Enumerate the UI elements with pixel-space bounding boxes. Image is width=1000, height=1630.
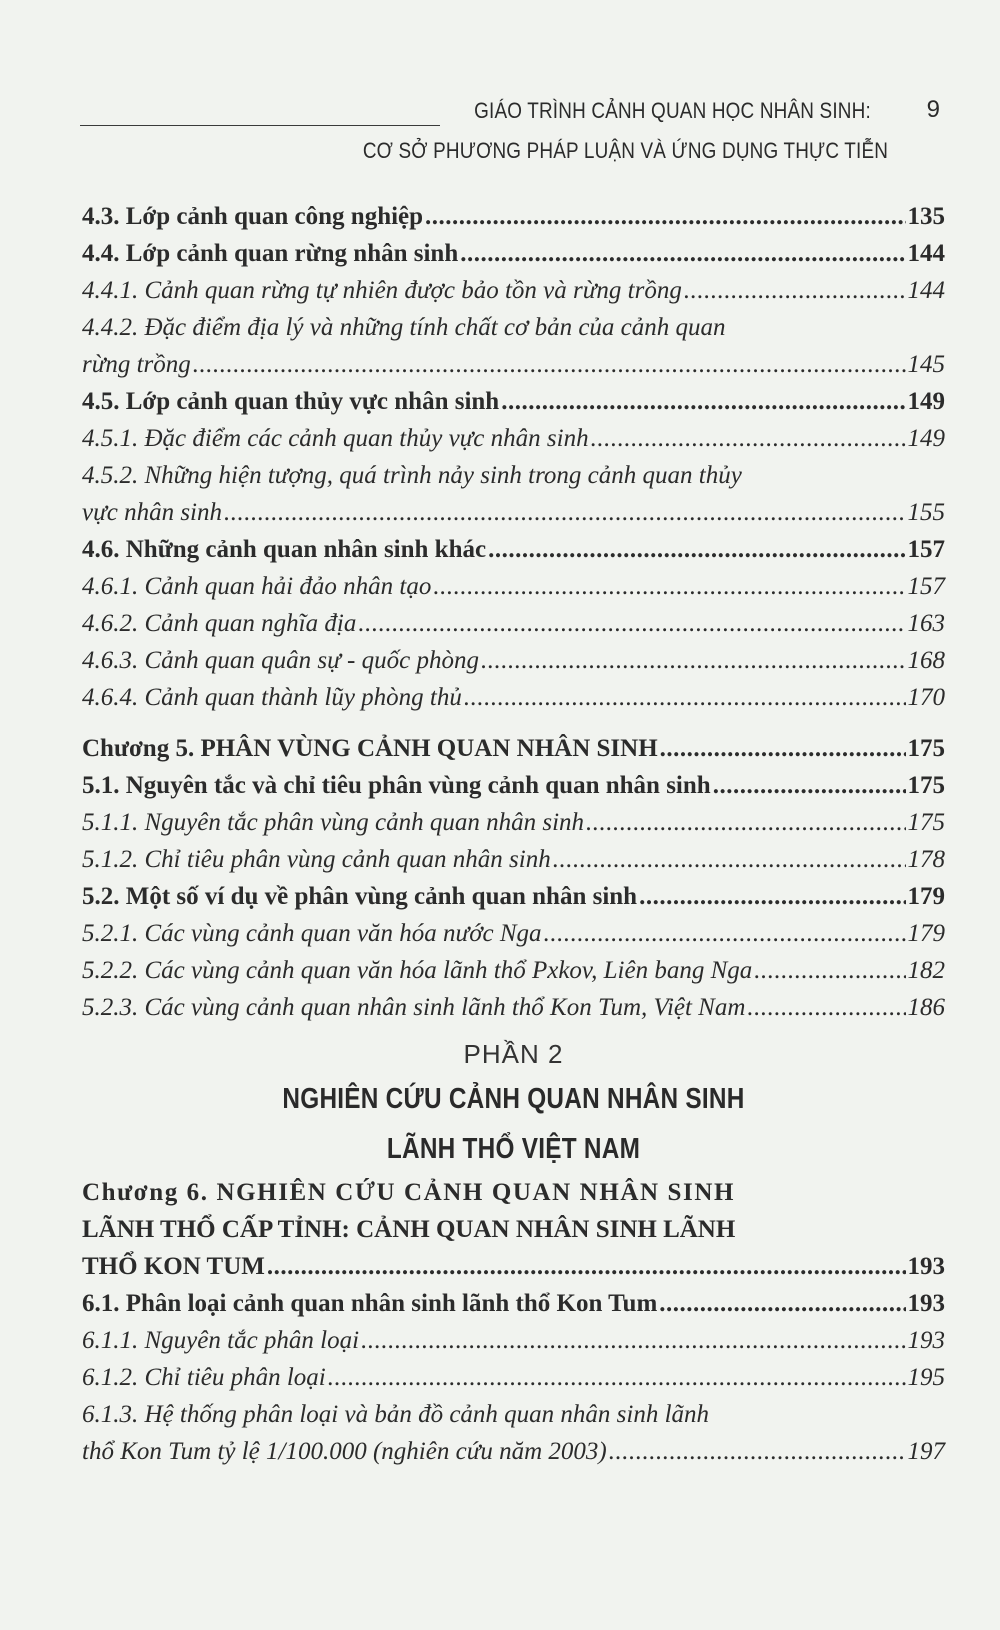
toc-entry-title: 4.4. Lớp cảnh quan rừng nhân sinh bbox=[82, 240, 459, 267]
part-title-line2: LÃNH THỔ VIỆT NAM bbox=[386, 1133, 641, 1165]
dot-leader bbox=[267, 1248, 906, 1285]
toc-page-number: 175 bbox=[907, 735, 945, 762]
toc-entry-4-3 bbox=[82, 198, 945, 235]
toc-chapter-5 bbox=[82, 730, 945, 767]
toc-entry-4-6-2 bbox=[82, 605, 945, 642]
toc-page-number: 175 bbox=[907, 772, 945, 799]
toc-entry-5-1-2 bbox=[82, 841, 945, 878]
toc-page-number: 144 bbox=[907, 240, 945, 267]
toc-entry-title: 5.1.1. Nguyên tắc phân vùng cảnh quan nhân sinh bbox=[82, 809, 585, 836]
toc-entry-title: 5.1.2. Chỉ tiêu phân vùng cảnh quan nhân sinh bbox=[82, 846, 551, 873]
toc-page-number: 157 bbox=[907, 573, 945, 600]
dot-leader bbox=[460, 235, 905, 272]
dot-leader bbox=[464, 679, 906, 716]
dot-leader bbox=[488, 531, 905, 568]
part-2-heading bbox=[82, 1034, 945, 1174]
toc-entry-4-6-4 bbox=[82, 679, 945, 716]
toc-entry-title: 5.2. Một số ví dụ về phân vùng cảnh quan nhân sinh bbox=[82, 883, 638, 910]
toc-page-number: 178 bbox=[907, 846, 945, 873]
dot-leader bbox=[553, 841, 906, 878]
toc-page-number: 145 bbox=[907, 351, 945, 378]
running-header bbox=[80, 92, 950, 172]
toc-chapter-title-line1: Chương 6. NGHIÊN CỨU CẢNH QUAN NHÂN SINH bbox=[82, 1179, 736, 1206]
toc-chapter-title-line2: LÃNH THỔ CẤP TỈNH: CẢNH QUAN NHÂN SINH LÃNH bbox=[82, 1216, 736, 1243]
toc-entry-5-2-1 bbox=[82, 915, 945, 952]
dot-leader bbox=[591, 420, 906, 457]
toc-page-number: 157 bbox=[907, 536, 945, 563]
toc-entry-5-1 bbox=[82, 767, 945, 804]
toc-entry-4-4 bbox=[82, 235, 945, 272]
toc-entry-title: rừng trồng bbox=[82, 351, 191, 378]
dot-leader bbox=[361, 1322, 905, 1359]
toc-page-number: 197 bbox=[907, 1438, 945, 1465]
dot-leader bbox=[659, 1285, 905, 1322]
toc-entry-6-1 bbox=[82, 1285, 945, 1322]
toc-page-number: 149 bbox=[907, 388, 945, 415]
toc-entry-4-6-3 bbox=[82, 642, 945, 679]
toc-entry-6-1-2 bbox=[82, 1359, 945, 1396]
dot-leader bbox=[544, 915, 906, 952]
dot-leader bbox=[660, 730, 906, 767]
toc-page-number: 193 bbox=[907, 1253, 945, 1280]
dot-leader bbox=[425, 198, 905, 235]
toc-entry-4-5 bbox=[82, 383, 945, 420]
toc-page-number: 182 bbox=[907, 957, 945, 984]
dot-leader bbox=[433, 568, 905, 605]
toc-entry-title: THỔ KON TUM bbox=[82, 1253, 265, 1280]
header-rule bbox=[80, 125, 440, 126]
toc-entry-title: 6.1. Phân loại cảnh quan nhân sinh lãnh thổ Kon Tum bbox=[82, 1290, 658, 1317]
dot-leader bbox=[639, 878, 905, 915]
toc-page-number: 144 bbox=[907, 277, 945, 304]
toc-entry-5-2-2 bbox=[82, 952, 945, 989]
toc-entry-title: 4.5.1. Đặc điểm các cảnh quan thủy vực nhân sinh bbox=[82, 425, 589, 452]
page-number: 9 bbox=[926, 96, 940, 123]
toc-entry-title: thổ Kon Tum tỷ lệ 1/100.000 (nghiên cứu năm 2003) bbox=[82, 1438, 607, 1465]
toc-entry-title: Chương 5. PHÂN VÙNG CẢNH QUAN NHÂN SINH bbox=[82, 735, 658, 762]
dot-leader bbox=[224, 494, 905, 531]
toc-entry-title: 4.6. Những cảnh quan nhân sinh khác bbox=[82, 536, 487, 563]
toc-entry-4-4-2 bbox=[82, 309, 945, 383]
toc-page-number: 186 bbox=[907, 994, 945, 1021]
dot-leader bbox=[754, 952, 905, 989]
toc-page-number: 193 bbox=[907, 1290, 945, 1317]
toc-page-number: 168 bbox=[907, 647, 945, 674]
toc-page-number: 170 bbox=[907, 684, 945, 711]
toc-entry-title: 6.1.1. Nguyên tắc phân loại bbox=[82, 1327, 360, 1354]
toc-chapter-6 bbox=[82, 1174, 945, 1285]
toc-entry-title: 6.1.2. Chỉ tiêu phân loại bbox=[82, 1364, 326, 1391]
dot-leader bbox=[358, 605, 905, 642]
toc-page-number: 179 bbox=[907, 883, 945, 910]
toc-entry-title: 4.6.4. Cảnh quan thành lũy phòng thủ bbox=[82, 684, 462, 711]
toc-entry-title: 5.2.3. Các vùng cảnh quan nhân sinh lãnh thổ Kon Tum, Việt Nam bbox=[82, 994, 746, 1021]
part-title-line1: NGHIÊN CỨU CẢNH QUAN NHÂN SINH bbox=[282, 1083, 745, 1115]
book-title-line1: GIÁO TRÌNH CẢNH QUAN HỌC NHÂN SINH: bbox=[474, 98, 871, 123]
dot-leader bbox=[609, 1433, 906, 1470]
toc-page-number: 195 bbox=[907, 1364, 945, 1391]
part-label: PHẦN 2 bbox=[463, 1039, 564, 1069]
toc-entry-4-5-2 bbox=[82, 457, 945, 531]
dot-leader bbox=[328, 1359, 906, 1396]
dot-leader bbox=[684, 272, 906, 309]
dot-leader bbox=[193, 346, 906, 383]
toc-entry-4-6-1 bbox=[82, 568, 945, 605]
toc-entry-5-2-3 bbox=[82, 989, 945, 1026]
toc-entry-title: 4.4.1. Cảnh quan rừng tự nhiên được bảo tồn và rừng trồng bbox=[82, 277, 682, 304]
toc-entry-title: 4.5. Lớp cảnh quan thủy vực nhân sinh bbox=[82, 388, 500, 415]
dot-leader bbox=[481, 642, 906, 679]
toc-page-number: 179 bbox=[907, 920, 945, 947]
toc-page-number: 193 bbox=[907, 1327, 945, 1354]
toc-page-number: 155 bbox=[907, 499, 945, 526]
toc-entry-6-1-1 bbox=[82, 1322, 945, 1359]
toc-entry-4-5-1 bbox=[82, 420, 945, 457]
toc-entry-5-2 bbox=[82, 878, 945, 915]
toc-entry-title-line1: 4.5.2. Những hiện tượng, quá trình nảy sinh trong cảnh quan thủy bbox=[82, 462, 742, 489]
dot-leader bbox=[713, 767, 906, 804]
toc-entry-title: 4.6.2. Cảnh quan nghĩa địa bbox=[82, 610, 357, 637]
toc-entry-6-1-3 bbox=[82, 1396, 945, 1470]
toc-entry-title: vực nhân sinh bbox=[82, 499, 223, 526]
dot-leader bbox=[747, 989, 905, 1026]
toc-page-number: 175 bbox=[907, 809, 945, 836]
table-of-contents bbox=[82, 198, 945, 1470]
toc-entry-title-line1: 6.1.3. Hệ thống phân loại và bản đồ cảnh quan nhân sinh lãnh bbox=[82, 1401, 710, 1428]
toc-entry-4-4-1 bbox=[82, 272, 945, 309]
toc-entry-title: 5.2.2. Các vùng cảnh quan văn hóa lãnh thổ Pxkov, Liên bang Nga bbox=[82, 957, 753, 984]
toc-entry-title: 4.6.1. Cảnh quan hải đảo nhân tạo bbox=[82, 573, 432, 600]
toc-page-number: 135 bbox=[907, 203, 945, 230]
toc-entry-4-6 bbox=[82, 531, 945, 568]
toc-entry-title: 4.6.3. Cảnh quan quân sự - quốc phòng bbox=[82, 647, 479, 674]
toc-page-number: 163 bbox=[907, 610, 945, 637]
dot-leader bbox=[586, 804, 905, 841]
toc-entry-title: 4.3. Lớp cảnh quan công nghiệp bbox=[82, 203, 424, 230]
toc-entry-title-line1: 4.4.2. Đặc điểm địa lý và những tính chất cơ bản của cảnh quan bbox=[82, 314, 726, 341]
toc-entry-5-1-1 bbox=[82, 804, 945, 841]
book-title-line2: CƠ SỞ PHƯƠNG PHÁP LUẬN VÀ ỨNG DỤNG THỰC TIỄN bbox=[362, 138, 889, 163]
toc-entry-title: 5.2.1. Các vùng cảnh quan văn hóa nước Nga bbox=[82, 920, 542, 947]
dot-leader bbox=[501, 383, 905, 420]
toc-entry-title: 5.1. Nguyên tắc và chỉ tiêu phân vùng cảnh quan nhân sinh bbox=[82, 772, 711, 799]
toc-page-number: 149 bbox=[907, 425, 945, 452]
